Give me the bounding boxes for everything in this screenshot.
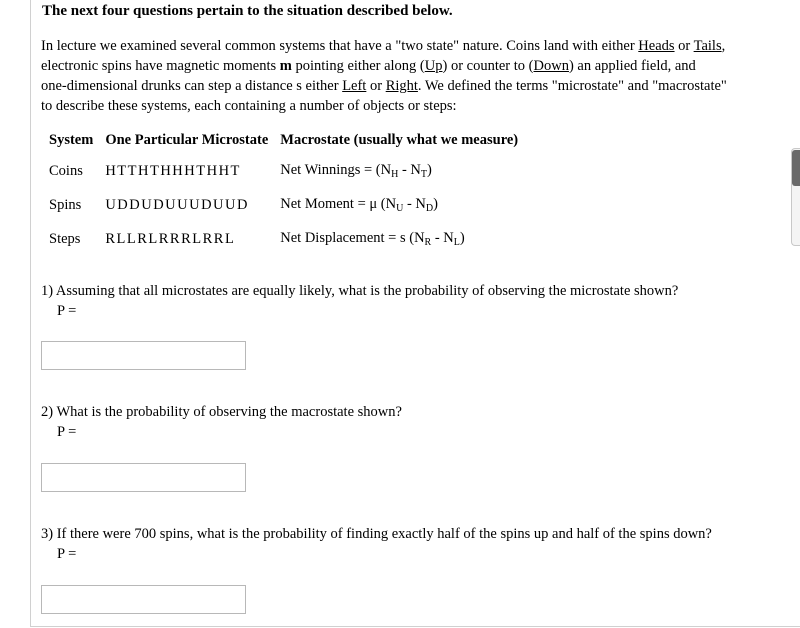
table-row <box>43 188 524 222</box>
answer-input-1[interactable] <box>41 341 246 370</box>
question-1 <box>41 281 678 321</box>
table-row <box>43 154 524 188</box>
intro-text: ) an applied field, and <box>568 58 696 74</box>
up-term: Up <box>424 58 443 74</box>
header-macrostate: Macrostate (usually what we measure) <box>280 131 519 148</box>
p-label: P = <box>57 303 77 319</box>
subscript: U <box>396 203 404 214</box>
header-microstate: One Particular Microstate <box>105 131 269 148</box>
macro-text: Net Moment = μ (N <box>280 196 397 212</box>
intro-text: ) or counter to ( <box>442 58 534 74</box>
macro-text: Net Displacement = s (N <box>280 230 425 246</box>
question-text: 3) If there were 700 spins, what is the probability of finding exactly half of the spins up and half of the spins down? <box>41 526 712 542</box>
subscript: L <box>453 237 460 248</box>
answer-input-3[interactable] <box>41 585 246 614</box>
moment-symbol: m <box>279 58 292 74</box>
macro-text: ) <box>427 162 432 178</box>
down-term: Down <box>533 58 569 74</box>
question-text: 2) What is the probability of observing the macrostate shown? <box>41 404 402 420</box>
left-term: Left <box>342 78 367 94</box>
table-header-row <box>43 126 524 154</box>
intro-text: to describe these systems, each containing a number of objects or steps: <box>41 98 457 114</box>
system-cell: Spins <box>49 196 82 213</box>
intro-text: . We defined the terms "microstate" and "macrostate" <box>417 78 727 94</box>
subscript: T <box>420 169 428 180</box>
p-label: P = <box>57 546 77 562</box>
microstate-cell: HTTHTHHHTHHT <box>105 162 241 179</box>
system-cell: Steps <box>49 230 81 247</box>
header-system: System <box>49 131 94 148</box>
microstate-cell: UDDUDUUUDUUD <box>105 196 249 213</box>
intro-text: or <box>674 38 694 54</box>
question-3 <box>41 524 712 564</box>
intro-text: pointing either along ( <box>291 58 425 74</box>
table-row <box>43 222 524 256</box>
macrostate-cell <box>274 222 524 256</box>
system-cell: Coins <box>49 162 83 179</box>
macro-text: Net Winnings = (N <box>280 162 392 178</box>
right-term: Right <box>385 78 418 94</box>
macro-text: ) <box>433 196 438 212</box>
section-heading: The next four questions pertain to the situation described below. <box>42 3 453 19</box>
subscript: H <box>391 169 399 180</box>
answer-input-2[interactable] <box>41 463 246 492</box>
macro-text: ) <box>459 230 465 246</box>
heads-term: Heads <box>638 38 675 54</box>
microstate-cell: RLLRLRRRLRRL <box>105 230 236 247</box>
intro-text: In lecture we examined several common systems that have a "two state" nature. Coins land with either <box>41 38 639 54</box>
intro-text: electronic spins have magnetic moments <box>41 58 280 74</box>
macro-text: - N <box>403 196 426 212</box>
intro-text: one-dimensional drunks can step a distance s either <box>41 78 343 94</box>
question-text: 1) Assuming that all microstates are equally likely, what is the probability of observing the microstate shown? <box>41 283 679 299</box>
scrollbar-thumb[interactable] <box>792 150 800 186</box>
intro-paragraph <box>41 36 781 116</box>
macro-text: - N <box>398 162 421 178</box>
macrostate-cell <box>274 188 524 222</box>
p-label: P = <box>57 424 77 440</box>
systems-table <box>43 126 524 256</box>
subscript: R <box>424 237 432 248</box>
subscript: D <box>425 203 434 214</box>
intro-text: , <box>721 38 726 54</box>
tails-term: Tails <box>693 38 722 54</box>
macro-text: - N <box>431 230 454 246</box>
intro-text: or <box>366 78 386 94</box>
question-2 <box>41 402 402 442</box>
macrostate-cell <box>274 154 524 188</box>
